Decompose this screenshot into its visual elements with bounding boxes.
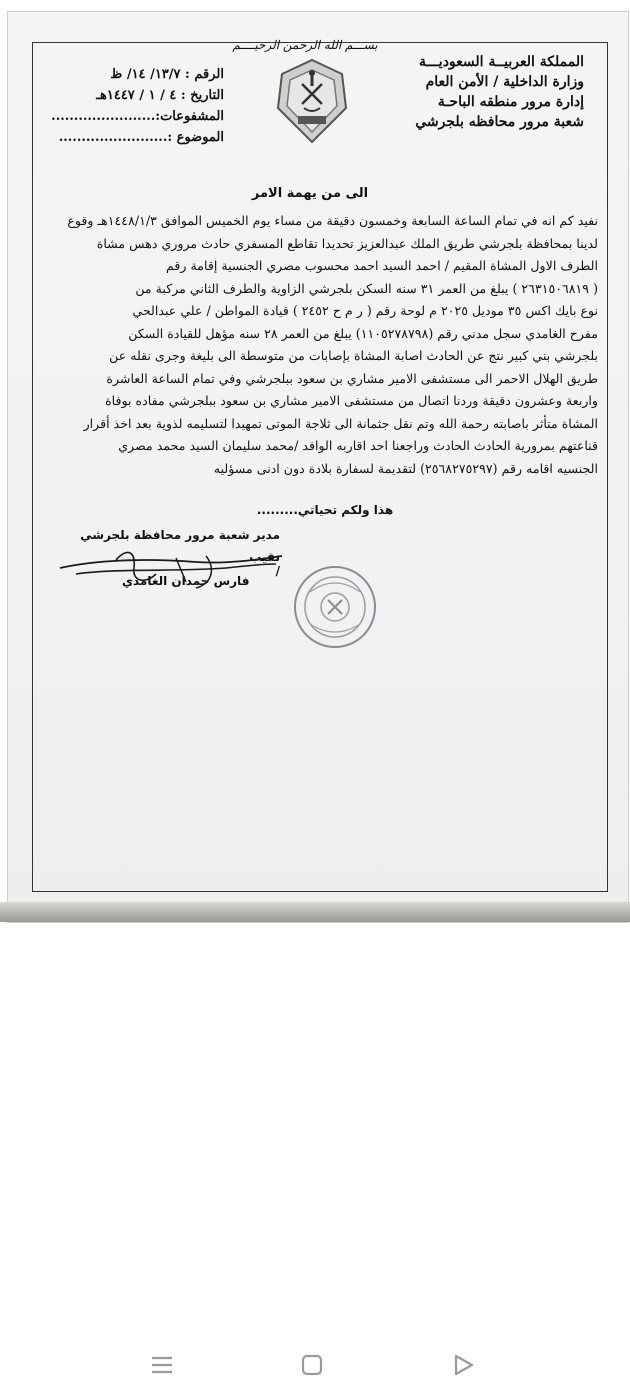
body-line: الجنسيه اقامه رقم (٢٥٦٨٢٧٥٢٩٧) لتقديمة لسفارة بلادة دون ادنى مسؤليه [213, 460, 598, 476]
body-line: مفرح الغامدي سجل مدني رقم (١١٠٥٢٧٨٧٩٨) يبلغ من العمر ٢٨ سنه مؤهل للقيادة السكن [128, 325, 598, 341]
signatory-title: مدير شعبة مرور محافظة بلجرشي [80, 528, 280, 542]
org-line: وزارة الداخلية / الأمن العام [425, 74, 584, 90]
handwritten-signature [56, 538, 286, 598]
paper-edge [0, 902, 630, 922]
body-line: نفيد كم انه في تمام الساعة السابعة وخمسون دقيقة من مساء يوم الخميس الموافق ١٤٤٨/١/٣هـ وقوع [67, 213, 598, 228]
body-line: لدينا بمحافظة بلجرشي طريق الملك عبدالعزيز تحديدا تقاطع المسفري حادث مروري دهس مشاة [96, 235, 598, 251]
organization-header [384, 52, 584, 132]
letter-body [28, 210, 598, 480]
body-line: طريق الهلال الاحمر الى مستشفى الامير مشاري بن سعود ببلجرشي وفي تمام الساعة العاشرة [106, 370, 598, 386]
back-icon[interactable] [446, 1348, 480, 1382]
body-line: المشاة متأثر باصابته رحمة الله وتم نقل جثمانة الى ثلاجة الموتى تمهيدا لتسليمه لذوية بعد اخذ أقرار [83, 415, 598, 431]
body-line: الطرف الاول المشاة المقيم / احمد السيد احمد محسوب مصري الجنسية إقامة رقم [166, 258, 598, 273]
letter-number: الرقم : ١٣/٧/ ١٤/ ظ [110, 67, 224, 82]
basmala: بســـم الله الرحمن الرحيــــم [232, 38, 378, 52]
body-line: بلجرشي بني كبير نتج عن الحادث اصابة المشاة بإصابات من متوسطة الى بليغة وجرى نقله عن [109, 348, 598, 363]
menu-icon[interactable] [145, 1348, 179, 1382]
org-line: شعبة مرور محافظه بلجرشي [415, 114, 584, 130]
body-line: نوع بايك اكس ٣٥ موديل ٢٠٢٥ م لوحة رقم ( ر م ح ٢٤٥٢ ) قيادة المواطن / علي عبدالحي [132, 303, 598, 318]
letter-subject: الموضوع :........................ [58, 130, 224, 145]
letter-date: التاريخ : ٤ / ١ / ١٤٤٧هـ [96, 88, 224, 103]
navigation-bar [0, 1340, 630, 1390]
org-line: إدارة مرور منطقه الباحـة [437, 94, 584, 110]
closing-line: هذا ولكم تحياتي......... [256, 503, 394, 517]
body-line: قناعتهم بمرورية الحادث الحادث وراجعنا احد اقاربه الوافد /محمد سليمان السيد محمد مصري [118, 438, 598, 453]
letter-meta [24, 64, 224, 148]
letter-title: الى من يهمة الامر [251, 186, 369, 201]
org-line: المملكة العربيــة السعوديـــة [419, 54, 584, 70]
signatory-name: فارس حمدان الغامدي [122, 574, 250, 588]
signatory-rank: نقيب / [249, 550, 280, 578]
letter-attachments: المشفوعات:....................... [51, 109, 224, 124]
official-stamp-icon [290, 562, 380, 652]
body-line: واربعة وعشرون دقيقة وردنا اتصال من مستشفى الامير مشاري بن سعود ببلجرشي مفاده بوفاة [105, 393, 598, 408]
home-icon[interactable] [295, 1348, 329, 1382]
police-emblem-icon [272, 56, 352, 146]
body-line: ( ٢٦٣١٥٠٦٨١٩ ) يبلغ من العمر ٣١ سنه السكن بلجرشي الزاوية والطرف الثاني مركبة من [135, 280, 598, 296]
